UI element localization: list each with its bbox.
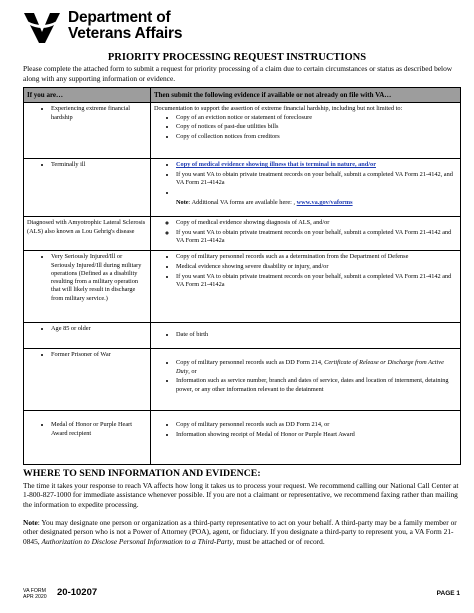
evidence-item: • Information such as service number, branch and dates of service, dates and location of internment, detaining power, or any other information relevant to the detainment	[176, 377, 457, 394]
medical-evidence-link[interactable]: Copy of medical evidence showing illness that is terminal in nature, and/or	[176, 161, 376, 169]
condition-text: • Experiencing extreme financial hardship	[51, 105, 147, 122]
condition-text: Diagnosed with Amyotrophic Lateral Sclerosis (ALS) also known as Lou Gehrig's disease	[24, 217, 151, 251]
table-row	[24, 159, 461, 217]
form-date: APR 2020	[23, 594, 47, 600]
evidence-item: • Medical evidence showing severe disability or injury, and/or	[176, 263, 457, 271]
evidence-item: ◦ Copy of medical evidence showing diagnosis of ALS, and/or	[176, 219, 457, 227]
note-label: Note	[176, 198, 189, 206]
evidence-item: • Date of birth	[176, 331, 457, 339]
column-header-evidence: Then submit the following evidence if available or not already on file with VA…	[151, 88, 461, 103]
evidence-table	[23, 87, 461, 465]
table-row	[24, 411, 461, 465]
note-text: : Additional VA forms are available here: ,	[188, 198, 297, 206]
evidence-item-empty	[176, 189, 457, 197]
note-text-b: , must be attached or of record.	[232, 536, 325, 546]
evidence-lead-text: Documentation to support the assertion of extreme financial hardship, including but not limited to:	[154, 105, 403, 113]
where-paragraph-1: The time it takes your response to reach VA affects how long it takes us to process your request. We recommend calling our National Call Center at 1-800-827-1000 for immediate assistance whenever possible. If you are not a claimant or representative, we recommend faxing rather than mailing the information to expedite processing.	[23, 481, 459, 509]
form-label-line-1: VA FORM	[23, 588, 46, 594]
condition-text: • Age 85 or older	[51, 325, 147, 333]
table-row	[24, 217, 461, 251]
intro-text: Please complete the attached form to submit a request for priority processing of a claim due to certain circumstances or status as described below along with any supporting information or evidence.	[23, 64, 453, 83]
table-row	[24, 349, 461, 411]
condition-text: • Terminally ill	[51, 161, 147, 169]
evidence-item: • Copy of military personnel records such as a determination from the Department of Defense	[176, 253, 457, 261]
condition-text: • Medal of Honor or Purple Heart Award recipient	[51, 421, 147, 438]
logo-line-1: Department of	[68, 9, 171, 26]
table-row	[24, 323, 461, 349]
note-text-a: : You may designate one person or organization as a third-party representative to act on your behalf. A third-party may be a family member or other designated person who is not a Power of Attorney (POA), agent, or fiduciary. If you designate a third-party to represent you, a VA Form 21-0845,	[23, 518, 457, 546]
va-logo-mark-icon	[23, 12, 61, 44]
logo-line-2: Veterans Affairs	[68, 25, 183, 42]
dd214-title: Certificate of Release or Discharge from Active Duty	[176, 359, 444, 375]
evidence-item: • If you want VA to obtain private treatment records on your behalf, submit a completed VA Form 21-4142 and VA Form 21-4142a	[176, 273, 457, 290]
column-header-condition: If you are…	[24, 88, 151, 103]
evidence-item: • Copy of notices of past-due utilities bills	[176, 123, 457, 131]
note-label: Note	[23, 518, 38, 527]
evidence-item: • Copy of an eviction notice or statement of foreclosure	[176, 114, 457, 122]
page-title: PRIORITY PROCESSING REQUEST INSTRUCTIONS	[107, 52, 367, 63]
evidence-item: • Copy of collection notices from creditors	[176, 133, 457, 141]
form-number: 20-10207	[57, 587, 98, 598]
evidence-item: • If you want VA to obtain private treatment records on your behalf, submit a completed VA Form 21-4142, and VA Form 21-4142a	[176, 171, 457, 188]
evidence-item-suffix: , or	[188, 367, 197, 375]
where-to-send-heading: WHERE TO SEND INFORMATION AND EVIDENCE:	[23, 468, 261, 479]
where-paragraph-2	[23, 518, 463, 546]
table-row	[24, 251, 461, 323]
page-number: PAGE 1	[436, 590, 460, 597]
form-label	[23, 588, 47, 600]
form-0845-title: Authorization to Disclose Personal Information to a Third-Party	[41, 536, 233, 546]
evidence-item: • Copy of military personnel records such as DD Form 214, or	[176, 421, 457, 429]
evidence-item: • Information showing receipt of Medal of Honor or Purple Heart Award	[176, 431, 457, 439]
va-logo	[23, 10, 213, 48]
table-row	[24, 103, 461, 159]
condition-text: • Very Seriously Injured/Ill or Seriously Injured/Ill during military operations (Defined as a disability resulting from a military operation that will likely result in discharge from military service.)	[51, 253, 147, 303]
va-forms-link[interactable]: www.va.gov/vaforms	[296, 198, 353, 206]
evidence-item-text: Copy of military personnel records such as DD Form 214,	[176, 359, 325, 367]
evidence-item: ◦ If you want VA to obtain private treatment records on your behalf, submit a completed VA Form 21-4142 and VA Form 21-4142a	[176, 229, 457, 246]
condition-text: • Former Prisoner of War	[51, 351, 147, 359]
